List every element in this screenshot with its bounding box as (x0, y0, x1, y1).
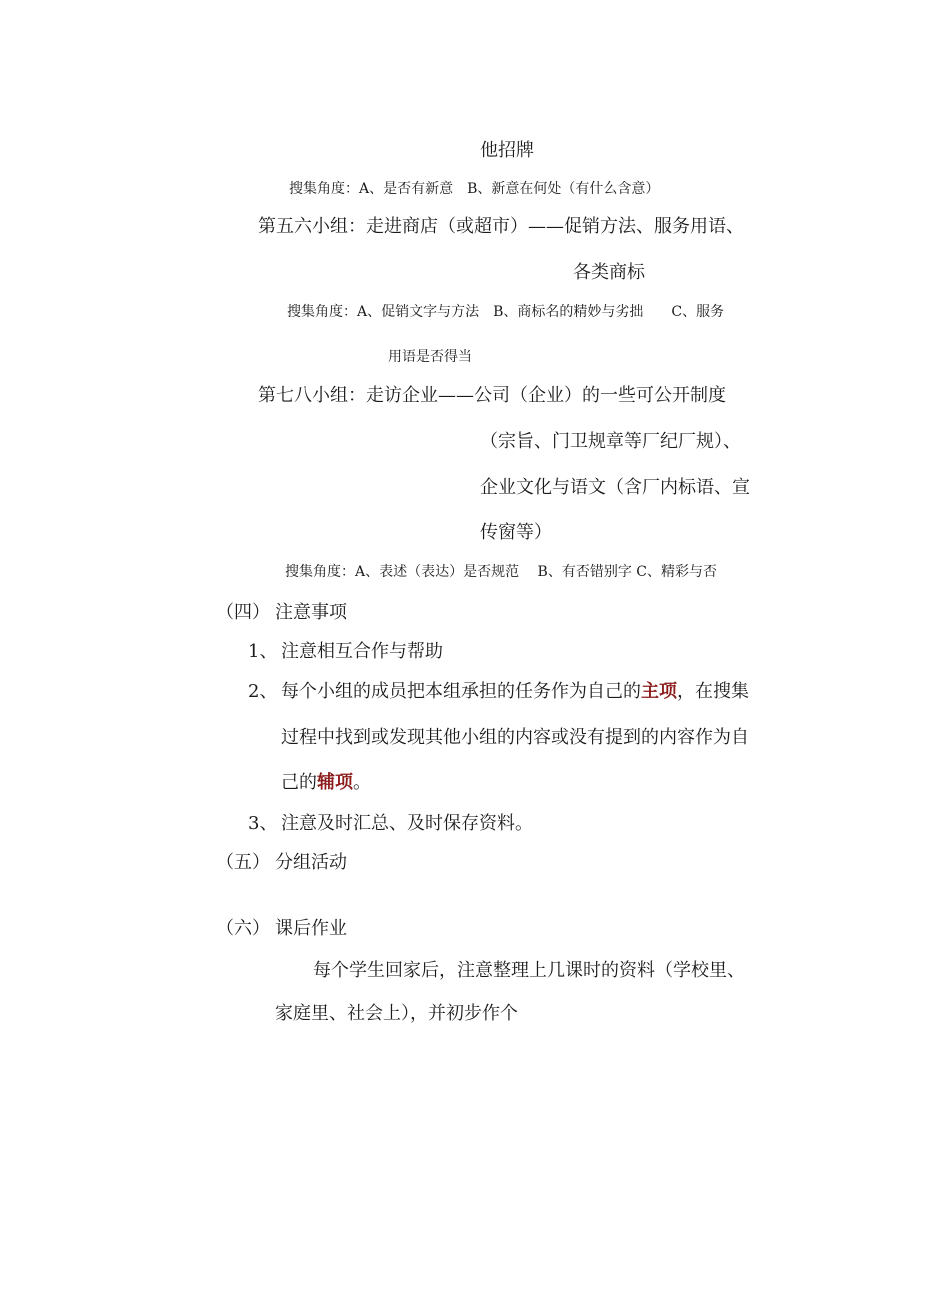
section5-number: （五） (216, 852, 270, 873)
item3-text: 注意及时汇总、及时保存资料。 (281, 813, 533, 834)
section4-title: 注意事项 (275, 602, 347, 623)
item2-line1 (281, 683, 749, 701)
item2-number: 2、 (248, 681, 278, 702)
group56-line1: 第五六小组：走进商店（或超市）——促销方法、服务用语、 (258, 216, 744, 237)
group56-angle-line2: 用语是否得当 (388, 349, 472, 365)
homework-line1: 每个学生回家后，注意整理上几课时的资料（学校里、 (313, 960, 745, 981)
item2-line3-a: 己的 (281, 772, 317, 793)
item1-text: 注意相互合作与帮助 (281, 641, 443, 662)
group78-line4: 传窗等） (480, 522, 552, 543)
group56-line2: 各类商标 (573, 262, 645, 283)
section4-number: （四） (216, 602, 270, 623)
section5-title: 分组活动 (275, 852, 347, 873)
group34-angle: 搜集角度：A、是否有新意 B、新意在何处（有什么含意） (289, 181, 660, 197)
group78-line3: 企业文化与语文（含厂内标语、宣 (480, 477, 750, 498)
group78-angle: 搜集角度：A、表述（表达）是否规范 B、有否错别字 C、精彩与否 (285, 564, 718, 580)
item2-line3 (281, 774, 371, 792)
item2-text-b: ，在搜集 (677, 681, 749, 702)
item2-line2: 过程中找到或发现其他小组的内容或没有提到的内容作为自 (281, 727, 749, 748)
item1-number: 1、 (248, 641, 278, 662)
group78-line1: 第七八小组：走访企业——公司（企业）的一些可公开制度 (258, 385, 726, 406)
item2-emphasis-main: 主项 (641, 681, 677, 702)
homework-line2: 家庭里、社会上），并初步作个 (275, 1003, 518, 1024)
section6-number: （六） (216, 918, 270, 939)
item3-number: 3、 (248, 813, 278, 834)
group56-angle-line1: 搜集角度：A、促销文字与方法 B、商标名的精妙与劣拙 C、服务 (287, 304, 725, 320)
item2-emphasis-aux: 辅项 (317, 772, 353, 793)
item2-line3-b: 。 (353, 772, 371, 793)
item2-text-a: 每个小组的成员把本组承担的任务作为自己的 (281, 681, 641, 702)
group78-line2: （宗旨、门卫规章等厂纪厂规）、 (480, 431, 741, 452)
section6-title: 课后作业 (275, 918, 347, 939)
group34-tail: 他招牌 (480, 140, 534, 161)
